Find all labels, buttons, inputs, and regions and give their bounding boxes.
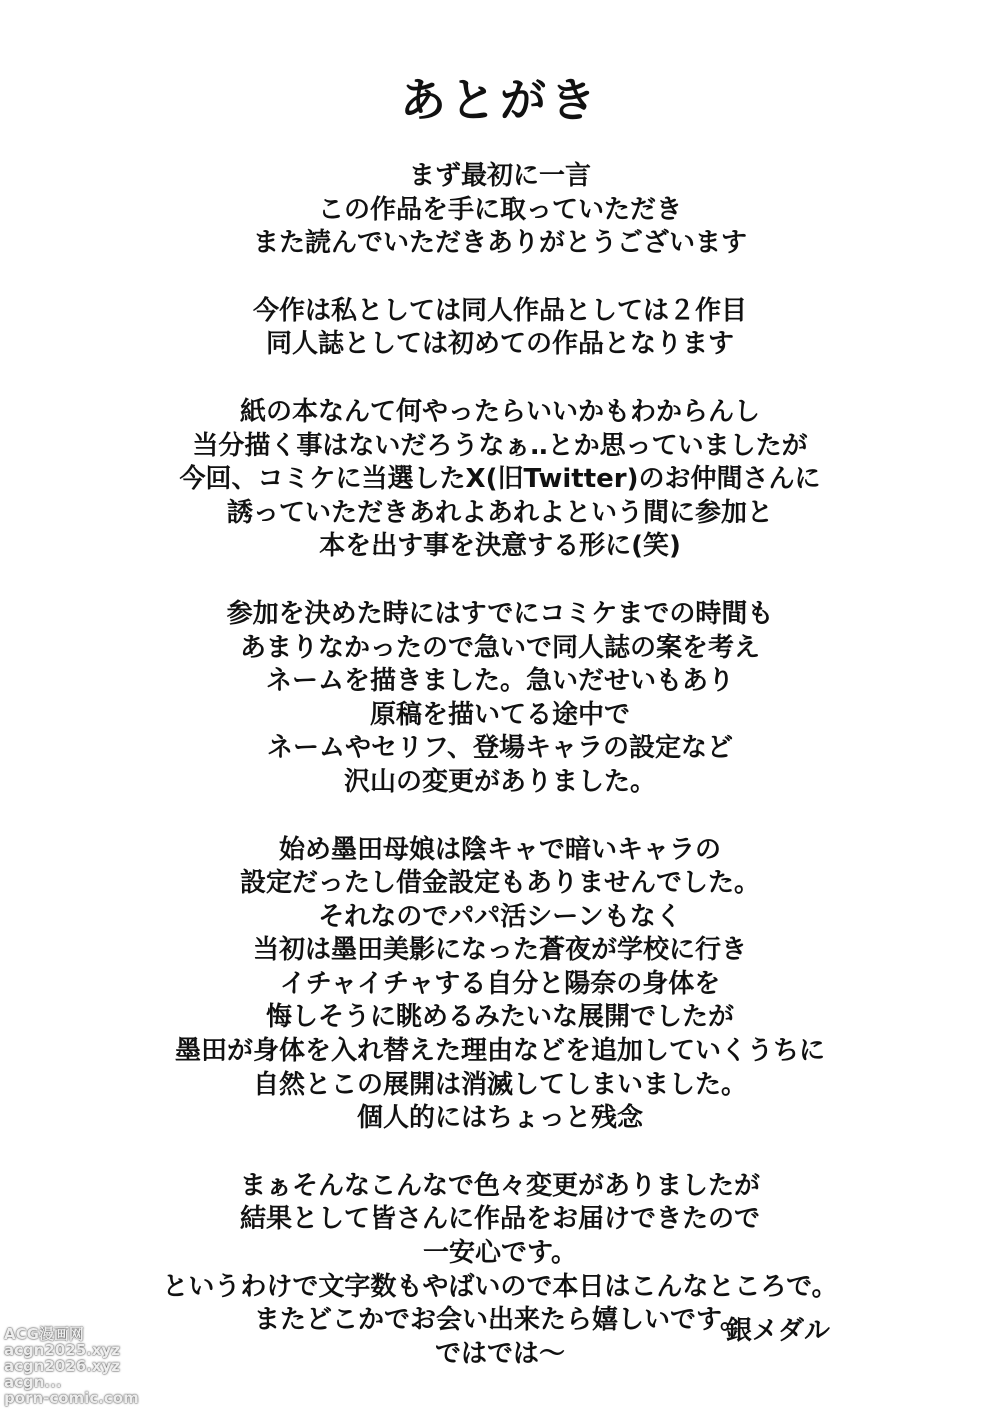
text-line: 設定だったし借金設定もありませんでした。: [239, 868, 760, 899]
text-line: 始め墨田母娘は陰キャで暗いキャラの: [278, 834, 721, 865]
watermark-line: acgn2025.xyz: [4, 1341, 121, 1359]
watermark-line: porn-comic.com: [4, 1389, 139, 1407]
text-line: 当分描く事はないだろうなぁ‥とか思っていましたが: [192, 430, 808, 461]
text-line: 墨田が身体を入れ替えた理由などを追加していくうちに: [174, 1036, 825, 1067]
afterword-paragraph: [60, 295, 940, 362]
text-line: ネームを描きました。急いだせいもあり: [265, 666, 734, 697]
text-line: まぁそんなこんなで色々変更がありましたが: [239, 1170, 760, 1201]
text-line: また読んでいただきありがとうございます: [252, 228, 747, 259]
text-line: 今作は私としては同人作品としては２作目: [252, 295, 747, 326]
author-signature: 銀メダル: [725, 1316, 830, 1346]
text-line: 当初は墨田美影になった蒼夜が学校に行き: [252, 935, 747, 966]
watermark-line: acgn2026.xyz: [4, 1357, 121, 1375]
text-line: というわけで文字数もやばいので本日はこんなところで。: [162, 1271, 838, 1302]
afterword-paragraph: [60, 396, 940, 564]
site-watermark: [4, 1326, 154, 1406]
text-line: 紙の本なんて何やったらいいかもわからんし: [239, 396, 760, 427]
text-line: 自然とこの展開は消滅してしまいました。: [252, 1069, 747, 1100]
afterword-body: [60, 160, 940, 1371]
text-line: まず最初に一言: [408, 161, 591, 191]
text-line: この作品を手に取っていただき: [317, 194, 682, 225]
watermark-line: acgn...: [4, 1373, 62, 1391]
afterword-paragraph: [60, 834, 940, 1136]
text-line: イチャイチャする自分と陽奈の身体を: [279, 968, 721, 999]
text-line: 個人的にはちょっと残念: [356, 1103, 643, 1134]
afterword-paragraph: [60, 598, 940, 800]
text-line: ネームやセリフ、登場キャラの設定など: [267, 733, 733, 764]
text-line: 悔しそうに眺めるみたいな展開でしたが: [265, 1002, 734, 1033]
page-title: あとがき: [400, 73, 600, 127]
text-line: 同人誌としては初めての作品となります: [265, 329, 734, 360]
watermark-line: ACG漫画网: [4, 1325, 84, 1343]
text-line: 原稿を描いてる途中で: [369, 699, 630, 730]
text-line: 本を出す事を決意する形に(笑): [319, 531, 681, 562]
text-line: 沢山の変更がありました。: [343, 766, 656, 797]
text-line: ではでは～: [434, 1338, 565, 1369]
text-line: それなのでパパ活シーンもなく: [318, 901, 682, 932]
afterword-paragraph: [60, 160, 940, 261]
text-line: 一安心です。: [423, 1238, 577, 1269]
text-line: またどこかでお会い出来たら嬉しいです。: [254, 1305, 746, 1336]
text-line: 誘っていただきあれよあれよという間に参加と: [226, 497, 773, 528]
text-line: 今回、コミケに当選したX(旧Twitter)のお仲間さんに: [179, 464, 821, 495]
text-line: 参加を決めた時にはすでにコミケまでの時間も: [226, 598, 774, 629]
text-line: あまりなかったので急いで同人誌の案を考え: [239, 632, 760, 663]
text-line: 結果として皆さんに作品をお届けできたので: [239, 1204, 760, 1235]
